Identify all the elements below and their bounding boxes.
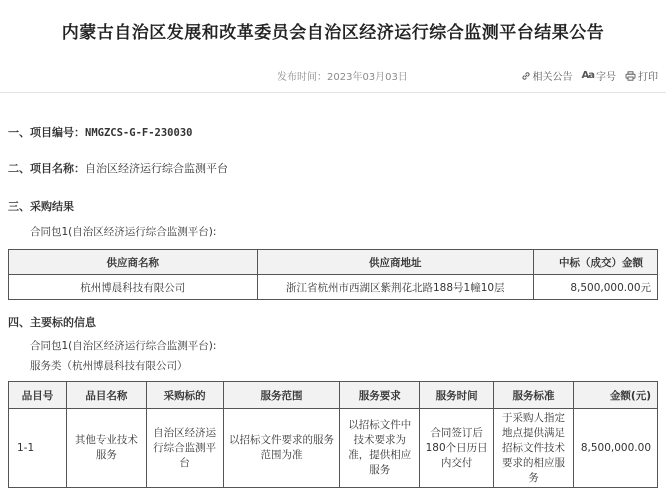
project-name-label: 二、项目名称： [8, 162, 85, 175]
publish-date: 发布时间：2023年03月03日 [277, 72, 408, 83]
supplier-table [8, 249, 658, 300]
header-cell: 服务时间 [420, 382, 494, 409]
divider [0, 92, 666, 93]
header-cell: 服务范围 [223, 382, 340, 409]
toolbar [521, 68, 659, 83]
related-notice-link[interactable] [521, 68, 573, 83]
project-number-line [8, 124, 192, 140]
service-standard-cell: 于采购人指定地点提供满足招标文件技术要求的相应服务 [494, 409, 574, 488]
header-cell: 服务要求 [340, 382, 420, 409]
award-amount-cell: 8,500,000.00元 [534, 275, 658, 300]
subject-contract-line: 合同包1(自治区经济运行综合监测平台): [30, 340, 217, 352]
print-icon [625, 71, 636, 81]
header-cell: 供应商地址 [257, 250, 534, 275]
subject-heading: 四、主要标的信息 [8, 316, 96, 329]
related-notice-label: 相关公告 [532, 72, 573, 83]
service-time-cell: 合同签订后180个日历日内交付 [420, 409, 494, 488]
project-name-line [8, 160, 228, 176]
link-icon [521, 71, 531, 81]
print-button[interactable] [625, 68, 658, 83]
header-cell: 中标（成交）金额 [534, 250, 658, 275]
project-name-value: 自治区经济运行综合监测平台 [85, 162, 228, 175]
font-size-icon: Aa [581, 70, 594, 81]
item-number-cell: 1-1 [9, 409, 67, 488]
result-contract-line: 合同包1(自治区经济运行综合监测平台): [30, 226, 217, 238]
header-cell: 供应商名称 [9, 250, 258, 275]
header-cell: 金额(元) [573, 382, 657, 409]
page-title: 内蒙古自治区发展和改革委员会自治区经济运行综合监测平台结果公告 [61, 23, 605, 43]
table-row [9, 409, 658, 488]
table-row [9, 275, 658, 300]
font-size-button[interactable] [582, 68, 617, 83]
supplier-name-cell: 杭州博晨科技有限公司 [9, 275, 258, 300]
service-requirement-cell: 以招标文件中技术要求为准，提供相应服务 [340, 409, 420, 488]
amount-cell: 8,500,000.00 [573, 409, 657, 488]
header-cell: 品目名称 [66, 382, 146, 409]
project-number-label: 一、项目编号： [8, 126, 85, 139]
font-size-label: 字号 [596, 72, 616, 83]
header-cell: 服务标准 [494, 382, 574, 409]
table-header-row [9, 250, 658, 275]
print-label: 打印 [638, 72, 658, 83]
header-cell: 采购标的 [146, 382, 223, 409]
project-number-value: NMGZCS-G-F-230030 [85, 127, 193, 139]
item-name-cell: 其他专业技术服务 [66, 409, 146, 488]
service-scope-cell: 以招标文件要求的服务范围为准 [223, 409, 340, 488]
item-table [8, 381, 658, 488]
result-heading: 三、采购结果 [8, 200, 74, 213]
meta-bar [0, 68, 666, 84]
subject-category-line: 服务类（杭州博晨科技有限公司） [30, 360, 188, 372]
header-cell: 品目号 [9, 382, 67, 409]
supplier-address-cell: 浙江省杭州市西湖区紫荆花北路188号1幢10层 [257, 275, 534, 300]
table-header-row [9, 382, 658, 409]
procurement-subject-cell: 自治区经济运行综合监测平台 [146, 409, 223, 488]
